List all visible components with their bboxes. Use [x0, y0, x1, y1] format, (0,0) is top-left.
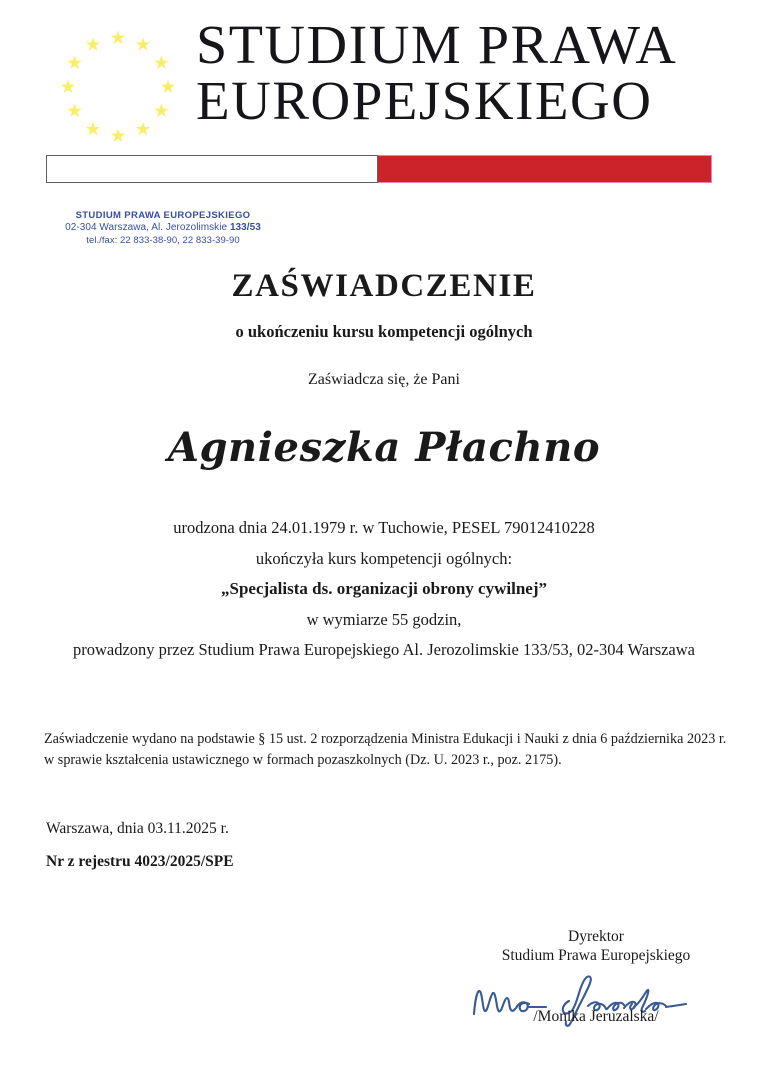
- flag-red-stripe: [378, 155, 712, 183]
- eu-stars-circle-icon: [38, 26, 198, 148]
- stamp-address-number: 133/53: [229, 222, 261, 234]
- stamp-address-prefix: 02-304 Warszawa, Al. Jerozolimskie: [65, 222, 230, 234]
- registry-number: Nr z rejestru 4023/2025/SPE: [46, 853, 234, 870]
- signature-block: [462, 928, 730, 1042]
- legal-basis-note: [44, 729, 734, 770]
- course-hours-line: w wymiarze 55 godzin,: [306, 610, 462, 629]
- certificate-title: ZAŚWIADCZENIE: [231, 268, 537, 304]
- attestation-line: Zaświadcza się, że Pani: [308, 371, 460, 388]
- logo-line-2: EUROPEJSKIEGO: [196, 69, 653, 131]
- signatory-name: /Monika Jeruzalska/: [533, 1007, 659, 1025]
- stamp-line-phone: tel./fax: 22 833-38-90, 22 833-39-90: [86, 234, 240, 246]
- recipient-birth-line: urodzona dnia 24.01.1979 r. w Tuchowie, PESEL 79012410228: [173, 518, 595, 537]
- flag-white-stripe: [46, 155, 378, 183]
- course-organizer-line: prowadzony przez Studium Prawa Europejskiego Al. Jerozolimskie 133/53, 02-304 Warszawa: [72, 640, 695, 659]
- stamp-line-organization: STUDIUM PRAWA EUROPEJSKIEGO: [75, 210, 251, 221]
- signatory-organization: Studium Prawa Europejskiego: [501, 946, 691, 964]
- certificate-subtitle: o ukończeniu kursu kompetencji ogólnych: [235, 322, 533, 341]
- polish-flag-bar: [46, 155, 712, 183]
- organization-stamp: [48, 210, 278, 247]
- course-completion-line: ukończyła kurs kompetencji ogólnych:: [255, 549, 513, 568]
- legal-basis-line-2: w sprawie kształcenia ustawicznego w formach pozaszkolnych (Dz. U. 2023 r., poz. 2175).: [44, 751, 562, 768]
- legal-basis-line-1: Zaświadczenie wydano na podstawie § 15 ust. 2 rozporządzenia Ministra Edukacji i Nauki z dnia 6 października 2023 r.: [44, 731, 727, 747]
- issue-place-and-date: Warszawa, dnia 03.11.2025 r.: [46, 820, 229, 837]
- letterhead: [0, 14, 768, 148]
- stamp-line-address: [48, 222, 278, 235]
- organization-logo-text: [196, 14, 744, 131]
- course-name: „Specjalista ds. organizacji obrony cywilnej”: [221, 579, 547, 598]
- recipient-name: Agnieszka Płachno: [167, 424, 601, 471]
- logo-line-1: STUDIUM PRAWA: [196, 14, 678, 75]
- signatory-role: Dyrektor: [568, 928, 624, 945]
